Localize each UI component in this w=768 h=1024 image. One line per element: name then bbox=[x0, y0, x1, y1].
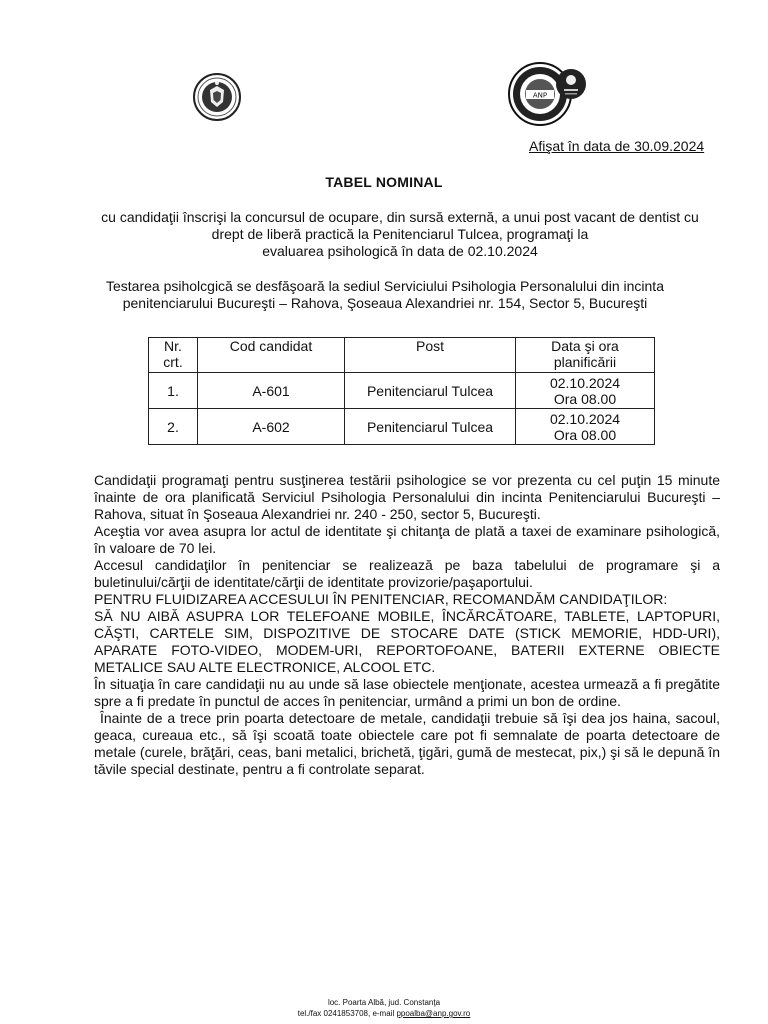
testing-location-paragraph bbox=[70, 278, 700, 312]
cell-post: Penitenciarul Tulcea bbox=[345, 409, 516, 445]
cell-date bbox=[516, 409, 655, 445]
footer-phone: tel./fax 0241853708, e-mail bbox=[297, 1009, 397, 1018]
intro-paragraph bbox=[70, 209, 730, 260]
instructions-section bbox=[94, 472, 720, 778]
header-text: Data şi ora bbox=[551, 338, 619, 354]
testing-line: Testarea psiholcgică se desfăşoară la sediul Serviciului Psihologia Personalului din incinta bbox=[106, 278, 664, 294]
header-code: Cod candidat bbox=[198, 338, 345, 373]
header-post: Post bbox=[345, 338, 516, 373]
intro-line: cu candidaţii înscrişi la concursul de ocupare, din sursă externă, a unui post vacant de dentist cu bbox=[101, 209, 699, 225]
posted-date: Afişat în data de 30.09.2024 bbox=[529, 138, 705, 154]
cell-nr: 2. bbox=[149, 409, 198, 445]
table-row bbox=[149, 373, 655, 409]
table-header-row bbox=[149, 338, 655, 373]
cell-code: A-601 bbox=[198, 373, 345, 409]
cell-time-value: Ora 08.00 bbox=[553, 390, 617, 407]
cell-date-value: 02.10.2024 bbox=[549, 410, 621, 427]
cell-date bbox=[516, 373, 655, 409]
coat-of-arms-seal-icon bbox=[192, 72, 242, 122]
cell-post: Penitenciarul Tulcea bbox=[345, 373, 516, 409]
candidate-table bbox=[148, 337, 655, 445]
instruction-paragraph: Candidaţii programaţi pentru susţinerea testării psihologice se vor prezenta cu cel puţin 15 minute înainte de ora planificată Serviciul Psihologia Personalului din incinta Penitenciarului Bucureşti – Rahova, situat în Şoseaua Alexandriei nr. 240 - 250, sector 5, Bucureşti. bbox=[94, 472, 720, 522]
header-date bbox=[516, 338, 655, 373]
anp-seal-text: ANP bbox=[532, 91, 548, 100]
cell-code: A-602 bbox=[198, 409, 345, 445]
instruction-paragraph: Aceştia vor avea asupra lor actul de identitate şi chitanţa de plată a taxei de examinare psihologică, în valoare de 70 lei. bbox=[94, 523, 720, 556]
instruction-paragraph: Accesul candidaţilor în penitenciar se realizează pe baza tabelului de programare şi a buletinului/cărţii de identitate/cărţii de identitate provizorie/paşaportului. bbox=[94, 557, 720, 590]
instruction-paragraph: Înainte de a trece prin poarta detectoare de metale, candidaţii trebuie să îşi dea jos haina, sacoul, geaca, cureaua etc., să îşi scoată toate obiectele care pot fi semnalate de poarta detectoare de metale (curele, brăţări, ceas, bani metalici, brichetă, ţigări, gumă de mestecat, pix,) şi să le depună în tăvile special destinate, pentru a fi controlate separat. bbox=[94, 710, 720, 777]
cell-nr: 1. bbox=[149, 373, 198, 409]
footer-email-link[interactable]: ppoalba@anp.gov.ro bbox=[396, 1009, 471, 1018]
header-text: Nr. bbox=[164, 338, 182, 354]
intro-line: evaluarea psihologică în data de 02.10.2024 bbox=[262, 243, 538, 259]
cell-time-value: Ora 08.00 bbox=[553, 426, 617, 443]
cell-date-value: 02.10.2024 bbox=[549, 374, 621, 391]
header-text: crt. bbox=[163, 354, 183, 370]
footer-contact bbox=[0, 1008, 768, 1019]
header-nr bbox=[149, 338, 198, 373]
intro-line: drept de liberă practică la Penitenciarul Tulcea, programaţi la bbox=[211, 226, 589, 242]
instruction-paragraph: PENTRU FLUIDIZAREA ACCESULUI ÎN PENITENCIAR, RECOMANDĂM CANDIDAŢILOR: bbox=[94, 591, 668, 607]
table-row bbox=[149, 409, 655, 445]
footer bbox=[0, 997, 768, 1019]
header-text: planificării bbox=[553, 354, 617, 370]
instruction-paragraph: În situaţia în care candidaţii nu au unde să lase obiectele menţionate, acestea urmează a fi pregătite spre a fi predate în punctul de acces în penitenciar, urmând a primi un bon de ordine. bbox=[94, 676, 720, 709]
footer-address: loc. Poarta Albă, jud. Constanţa bbox=[327, 998, 441, 1007]
instruction-paragraph: SĂ NU AIBĂ ASUPRA LOR TELEFOANE MOBILE, ÎNCĂRCĂTOARE, TABLETE, LAPTOPURI, CĂŞTI, CARTELE SIM, DISPOZITIVE DE STOCARE DATE (STICK MEMORIE, HDD-URI), APARATE FOTO-VIDEO, MODEM-URI, REPORTOFOANE, BATERII EXTERNE OBIECTE METALICE SAU ALTE ELECTRONICE, ALCOOL ETC. bbox=[94, 608, 720, 675]
testing-line: penitenciarului Bucureşti – Rahova, Şoseaua Alexandriei nr. 154, Sector 5, Bucureşti bbox=[122, 295, 648, 311]
document-title: TABEL NOMINAL bbox=[325, 174, 443, 190]
anp-seal-icon bbox=[506, 60, 588, 128]
